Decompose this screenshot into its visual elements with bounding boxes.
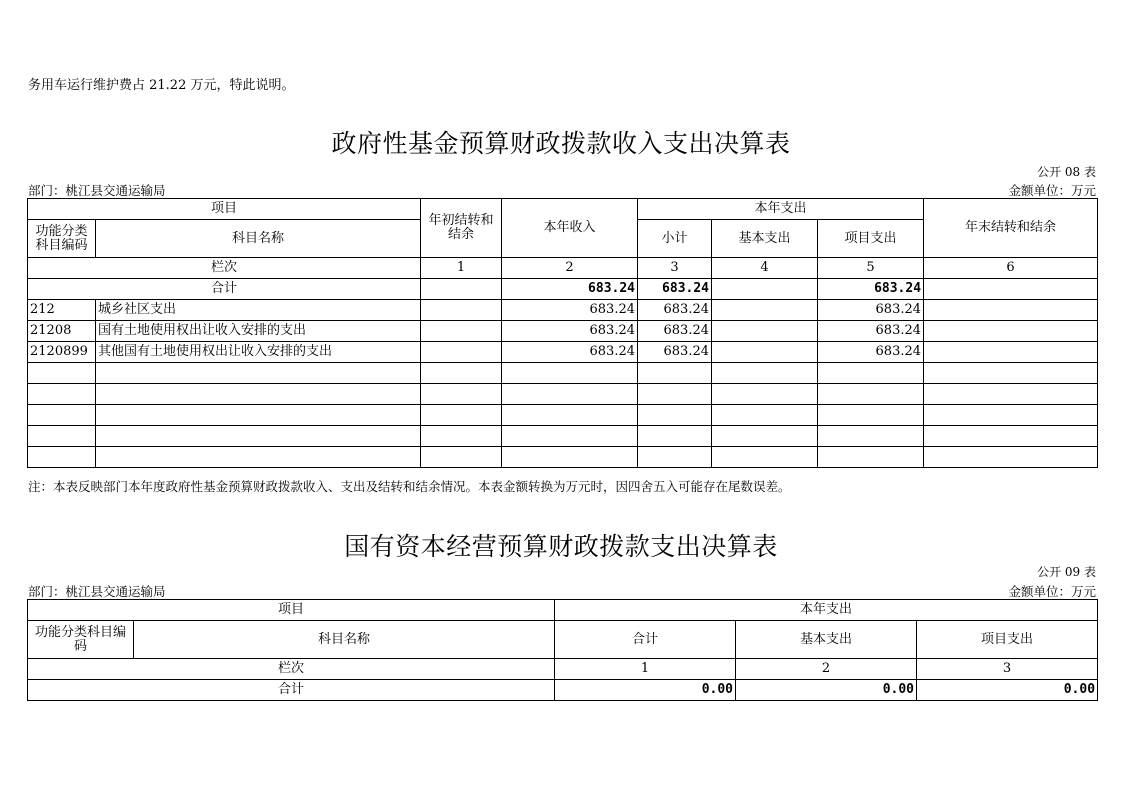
total-basic: 0.00 xyxy=(736,680,917,701)
intro-text: 务用车运行维护费占 21.22 万元，特此说明。 xyxy=(28,78,295,93)
row-project-exp: 683.24 xyxy=(818,342,924,363)
total-project-exp: 0.00 xyxy=(917,680,1098,701)
header-subtotal: 小计 xyxy=(638,220,712,258)
table9-form-no: 公开 09 表 xyxy=(1037,565,1096,579)
header-expense: 本年支出 xyxy=(555,600,1098,621)
empty-row xyxy=(28,405,1098,426)
table8-department: 部门：桃江县交通运输局 xyxy=(28,183,166,198)
header-basic: 基本支出 xyxy=(712,220,818,258)
empty-row xyxy=(28,384,1098,405)
header-income: 本年收入 xyxy=(502,199,638,258)
row-project-exp: 683.24 xyxy=(818,300,924,321)
column-index-2: 2 xyxy=(736,659,917,680)
row-income: 683.24 xyxy=(502,321,638,342)
row-income: 683.24 xyxy=(502,342,638,363)
total-label: 合计 xyxy=(28,680,555,701)
header-name: 科目名称 xyxy=(134,621,555,659)
table9-unit: 金额单位：万元 xyxy=(1008,584,1096,599)
row-subtotal: 683.24 xyxy=(638,342,712,363)
total-project-exp: 683.24 xyxy=(818,279,924,300)
column-index-label: 栏次 xyxy=(28,659,555,680)
table8-form-no: 公开 08 表 xyxy=(1037,165,1096,179)
header-expense: 本年支出 xyxy=(638,199,924,220)
column-index-1: 1 xyxy=(555,659,736,680)
column-index-3: 3 xyxy=(917,659,1098,680)
table9-total-row xyxy=(28,680,1098,701)
table-row xyxy=(28,321,1098,342)
table8 xyxy=(27,198,1098,468)
header-end-balance: 年末结转和结余 xyxy=(924,199,1098,258)
row-code: 212 xyxy=(28,300,96,321)
table9 xyxy=(27,599,1098,701)
column-index-label: 栏次 xyxy=(28,258,421,279)
row-name: 其他国有土地使用权出让收入安排的支出 xyxy=(96,342,421,363)
column-index-6: 6 xyxy=(924,258,1098,279)
header-project-exp: 项目支出 xyxy=(818,220,924,258)
empty-row xyxy=(28,426,1098,447)
total-income: 683.24 xyxy=(502,279,638,300)
row-project-exp: 683.24 xyxy=(818,321,924,342)
header-project: 项目 xyxy=(28,600,555,621)
header-name: 科目名称 xyxy=(96,220,421,258)
empty-row xyxy=(28,447,1098,468)
column-index-1: 1 xyxy=(421,258,502,279)
column-index-3: 3 xyxy=(638,258,712,279)
header-project: 项目 xyxy=(28,199,421,220)
table8-total-row xyxy=(28,279,1098,300)
row-code: 2120899 xyxy=(28,342,96,363)
total-total: 0.00 xyxy=(555,680,736,701)
row-subtotal: 683.24 xyxy=(638,300,712,321)
empty-row xyxy=(28,363,1098,384)
table8-title: 政府性基金预算财政拨款收入支出决算表 xyxy=(331,129,791,158)
table-row xyxy=(28,300,1098,321)
column-index-5: 5 xyxy=(818,258,924,279)
total-subtotal: 683.24 xyxy=(638,279,712,300)
header-code: 功能分类科目编码 xyxy=(28,621,134,659)
header-code: 功能分类科目编码 xyxy=(28,220,96,258)
row-subtotal: 683.24 xyxy=(638,321,712,342)
table8-note: 注：本表反映部门本年度政府性基金预算财政拨款收入、支出及结转和结余情况。本表金额转换为万元时，因四舍五入可能存在尾数误差。 xyxy=(28,479,791,494)
column-index-2: 2 xyxy=(502,258,638,279)
row-income: 683.24 xyxy=(502,300,638,321)
table9-title: 国有资本经营预算财政拨款支出决算表 xyxy=(344,532,778,561)
header-begin-balance: 年初结转和结余 xyxy=(421,199,502,258)
header-basic: 基本支出 xyxy=(736,621,917,659)
total-label: 合计 xyxy=(28,279,421,300)
table-row xyxy=(28,342,1098,363)
table8-unit: 金额单位：万元 xyxy=(1008,183,1096,198)
row-name: 国有土地使用权出让收入安排的支出 xyxy=(96,321,421,342)
header-total: 合计 xyxy=(555,621,736,659)
header-project-exp: 项目支出 xyxy=(917,621,1098,659)
row-name: 城乡社区支出 xyxy=(96,300,421,321)
table9-department: 部门：桃江县交通运输局 xyxy=(28,584,166,599)
row-code: 21208 xyxy=(28,321,96,342)
column-index-4: 4 xyxy=(712,258,818,279)
